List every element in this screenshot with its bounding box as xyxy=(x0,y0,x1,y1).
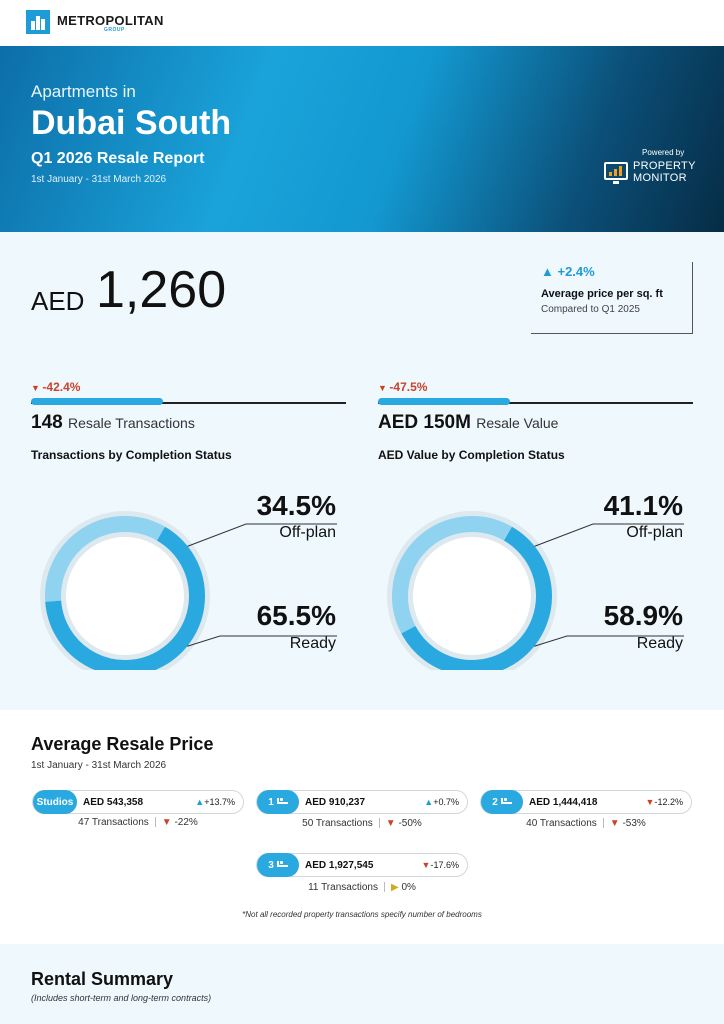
price-change-box xyxy=(531,262,693,334)
hero-banner xyxy=(0,46,724,232)
logo-bar xyxy=(0,0,724,46)
donut-transactions-offplan-label: Off-plan xyxy=(279,524,336,541)
donut-value-ready-pct: 58.9% xyxy=(603,600,683,631)
sub-studios: 47 Transactions ▼ -22% xyxy=(78,817,198,828)
sub-1-bed: 50 Transactions ▼ -50% xyxy=(302,818,422,829)
kpi-value-value: AED 150M Resale Value xyxy=(378,412,559,433)
pill-1-bed-change: ▲+0.7% xyxy=(424,797,459,807)
monitor-icon xyxy=(604,162,628,180)
kpi-transactions-value: 148 Resale Transactions xyxy=(31,412,195,433)
price-change: ▲ +2.4% xyxy=(541,264,595,279)
donut-transactions-offplan-pct: 34.5% xyxy=(256,490,336,521)
donut-transactions-ready-label: Ready xyxy=(289,635,336,652)
pill-3-bed-change: ▼-17.6% xyxy=(421,860,459,870)
pill-2-bed-change: ▼-12.2% xyxy=(645,797,683,807)
sub-2-bed: 40 Transactions ▼ -53% xyxy=(526,818,646,829)
kpi-transactions-change: ▼ -42.4% xyxy=(31,380,81,394)
pill-1-bed xyxy=(256,790,468,814)
pill-3-bed xyxy=(256,853,468,877)
average-resale-section xyxy=(0,710,724,944)
kpi-transactions-bar xyxy=(31,398,346,406)
rental-summary-section xyxy=(0,944,724,1024)
donut-value-offplan-label: Off-plan xyxy=(626,524,683,541)
pill-studios xyxy=(32,790,244,814)
partner-logo xyxy=(633,160,696,184)
donut-title-transactions: Transactions by Completion Status xyxy=(31,448,232,462)
kpi-value xyxy=(378,380,693,434)
arp-title: Average Resale Price xyxy=(31,734,214,754)
pill-studios-tag: Studios xyxy=(33,790,77,814)
down-arrow-icon: ▼ xyxy=(161,817,172,828)
down-arrow-icon: ▼ xyxy=(421,860,431,870)
brand-name: METROPOLITAN xyxy=(57,13,164,28)
brand-sub: GROUP xyxy=(104,27,125,33)
rental-note: (Includes short-term and long-term contracts) xyxy=(31,993,212,1003)
flat-arrow-icon: ▶ xyxy=(390,882,399,893)
bed-icon xyxy=(501,798,512,804)
down-arrow-icon: ▼ xyxy=(645,797,655,807)
sub-3-bed: 11 Transactions ▶ 0% xyxy=(308,882,416,893)
pill-3-bed-price: AED 1,927,545 xyxy=(305,860,374,871)
arp-footnote: *Not all recorded property transactions specify number of bedrooms xyxy=(242,910,482,919)
down-arrow-icon: ▼ xyxy=(31,383,43,393)
price-change-label: Average price per sq. ft xyxy=(541,288,663,300)
donut-inner-hole xyxy=(66,537,184,655)
pill-studios-change: ▲+13.7% xyxy=(195,797,235,807)
down-arrow-icon: ▼ xyxy=(609,818,620,829)
down-arrow-icon: ▼ xyxy=(385,818,396,829)
up-arrow-icon: ▲ xyxy=(541,264,558,279)
hero-title: Dubai South xyxy=(31,104,232,142)
partner-line1: PROPERTY xyxy=(633,160,696,172)
up-arrow-icon: ▲ xyxy=(195,797,205,807)
stats-section xyxy=(0,232,724,710)
pill-3-bed-tag: 3 xyxy=(257,853,299,877)
donut-inner-hole xyxy=(413,537,531,655)
donut-value-ready-label: Ready xyxy=(636,635,683,652)
pill-1-bed-tag: 1 xyxy=(257,790,299,814)
kpi-transactions xyxy=(31,380,346,434)
donut-value-offplan-pct: 41.1% xyxy=(603,490,683,521)
up-arrow-icon: ▲ xyxy=(424,797,434,807)
bed-icon xyxy=(277,798,288,804)
pill-2-bed-tag: 2 xyxy=(481,790,523,814)
pill-studios-price: AED 543,358 xyxy=(83,797,144,808)
pill-2-bed-price: AED 1,444,418 xyxy=(529,797,598,808)
price-change-note: Compared to Q1 2025 xyxy=(541,304,640,315)
pill-1-bed-price: AED 910,237 xyxy=(305,797,366,808)
price-per-sqft-value: 1,260 xyxy=(96,261,227,319)
hero-pre-title: Apartments in xyxy=(31,82,136,101)
donut-transactions-ready-pct: 65.5% xyxy=(256,600,336,631)
hero-subtitle: Q1 2026 Resale Report xyxy=(31,150,205,167)
pill-2-bed xyxy=(480,790,692,814)
down-arrow-icon: ▼ xyxy=(378,383,390,393)
metropolitan-logo-icon xyxy=(26,10,50,34)
rental-title: Rental Summary xyxy=(31,969,174,989)
hero-date-range: 1st January - 31st March 2026 xyxy=(31,174,167,185)
powered-by-label: Powered by xyxy=(642,148,685,157)
donut-title-value: AED Value by Completion Status xyxy=(378,448,565,462)
bed-icon xyxy=(277,861,288,867)
kpi-value-change: ▼ -47.5% xyxy=(378,380,428,394)
partner-line2: MONITOR xyxy=(633,172,687,184)
price-currency: AED xyxy=(31,286,85,316)
kpi-value-bar xyxy=(378,398,693,406)
arp-date-range: 1st January - 31st March 2026 xyxy=(31,760,167,771)
